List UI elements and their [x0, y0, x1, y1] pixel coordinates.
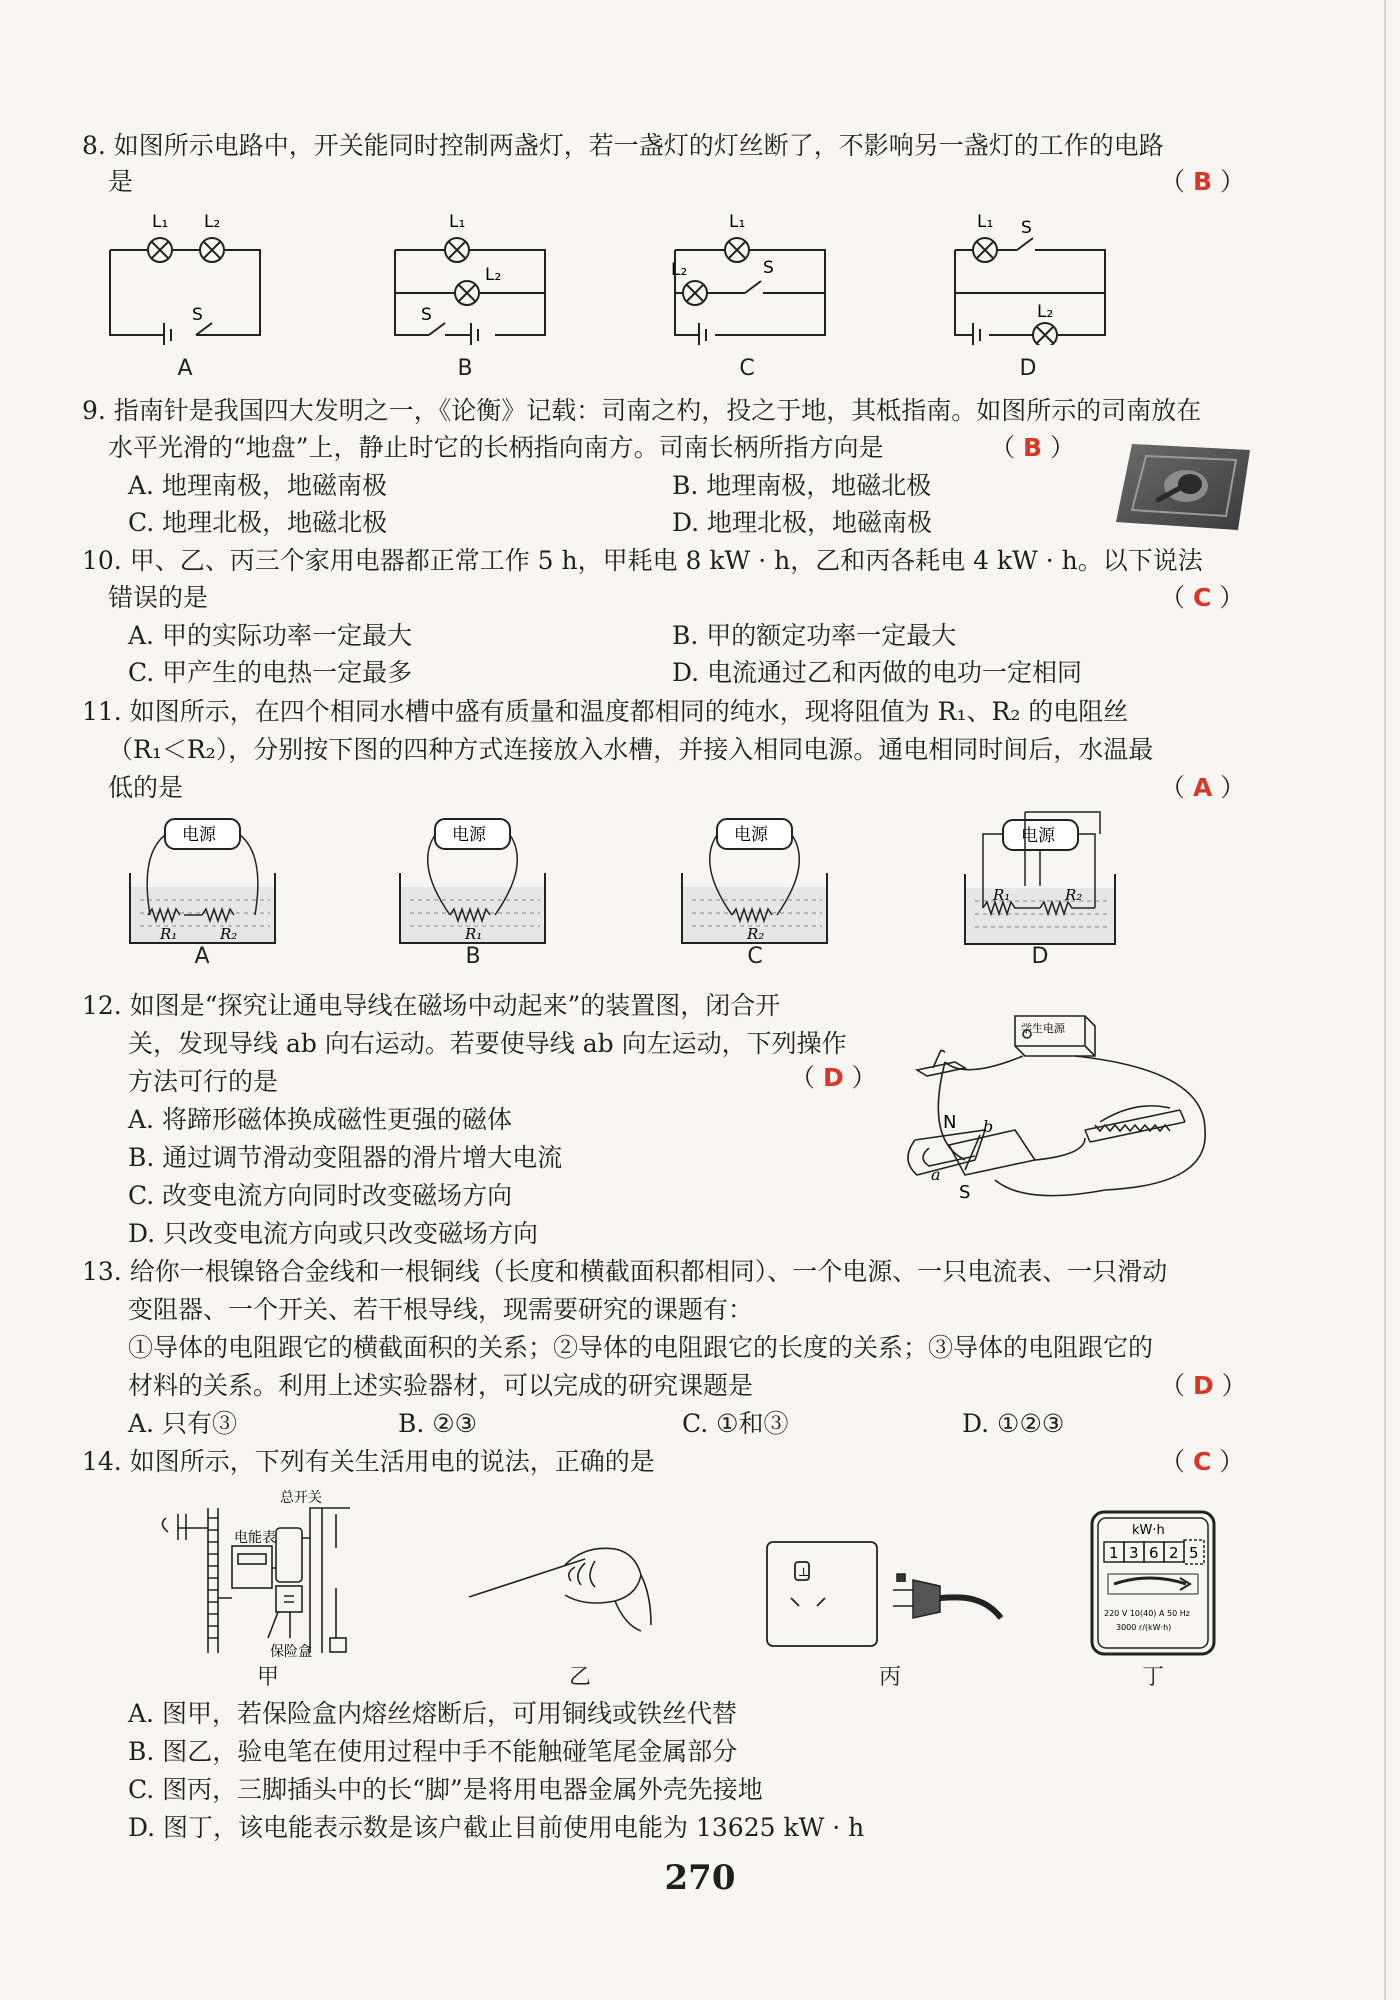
q11-c-r-label: R₂: [747, 925, 765, 943]
q14-option-b: B. 图乙，验电笔在使用过程中手不能触碰笔尾金属部分: [128, 1737, 738, 1766]
q12-option-b: B. 通过调节滑动变阻器的滑片增大电流: [128, 1143, 563, 1172]
q8-line1: 8. 如图所示电路中，开关能同时控制两盏灯，若一盏灯的灯丝断了，不影响另一盏灯的工作的电路: [82, 131, 1164, 160]
page-number: 270: [664, 1858, 736, 1898]
q11-caption-a: A: [194, 944, 210, 969]
meter-unit-label: kW·h: [1132, 1523, 1165, 1538]
q8-caption-b: B: [457, 356, 473, 381]
q12-apparatus-figure: [905, 1010, 1235, 1210]
tank-d-diagram: [955, 808, 1125, 946]
q12-a-label: a: [931, 1165, 941, 1184]
q11-line3: 低的是: [108, 773, 184, 802]
q14-fig-ding: [1090, 1510, 1216, 1656]
q8-caption-a: A: [177, 356, 193, 381]
q8-line2: 是: [108, 167, 134, 196]
q13-line3: ①导体的电阻跟它的横截面积的关系；②导体的电阻跟它的长度的关系；③导体的电阻跟它的: [128, 1333, 1154, 1362]
q14-fig-jia: [160, 1488, 390, 1658]
meter-digit-3: 6: [1149, 1544, 1159, 1562]
electricity-meter-diagram: [1090, 1510, 1216, 1656]
q10-answer-letter: C: [1192, 583, 1212, 612]
q8-fig-a: [100, 205, 270, 345]
q10-option-c: C. 甲产生的电热一定最多: [128, 658, 413, 687]
q8-fig-c: [665, 205, 835, 345]
q14-answer-letter: C: [1192, 1447, 1212, 1476]
q8-a-l1-label: L₁: [152, 212, 169, 232]
q10-option-b: B. 甲的额定功率一定最大: [672, 621, 957, 650]
motor-experiment-diagram: [905, 1010, 1235, 1210]
q12-line1: 12. 如图是“探究让通电导线在磁场中动起来”的装置图，闭合开: [82, 991, 781, 1020]
socket-ground-mark: ⊥: [798, 1565, 810, 1579]
q8-c-l1-label: L₁: [729, 212, 746, 232]
q12-power-label: 学生电源: [1021, 1022, 1065, 1035]
household-wiring-diagram: [160, 1488, 390, 1658]
q13-line1: 13. 给你一根镍铬合金线和一根铜线（长度和横截面积都相同）、一个电源、一只电流表、一只滑动: [82, 1257, 1168, 1286]
q13-line4: 材料的关系。利用上述实验器材，可以完成的研究课题是: [128, 1371, 754, 1400]
q10-option-d: D. 电流通过乙和丙做的电功一定相同: [672, 658, 1083, 687]
circuit-c-diagram: [665, 205, 835, 345]
q14-caption-yi: 乙: [568, 1665, 591, 1690]
q8-fig-d: [945, 205, 1115, 345]
meter-digit-5: 5: [1189, 1544, 1199, 1562]
q11-a-r2-label: R₂: [220, 925, 238, 943]
q13-answer: （ D ）: [1160, 1371, 1247, 1400]
circuit-b-diagram: [385, 205, 555, 345]
q9-line2: 水平光滑的“地盘”上，静止时它的长柄指向南方。司南长柄所指方向是: [108, 433, 884, 462]
q8-b-s-label: S: [421, 305, 432, 325]
q11-line2: （R₁＜R₂），分别按下图的四种方式连接放入水槽，并接入相同电源。通电相同时间后，水温最: [108, 735, 1154, 764]
q8-d-s-label: S: [1021, 218, 1032, 238]
q13-option-a: A. 只有③: [128, 1409, 237, 1438]
q14-answer: （ C ）: [1160, 1447, 1245, 1476]
q11-d-r1-label: R₁: [993, 886, 1011, 904]
q11-caption-d: D: [1031, 944, 1049, 969]
q8-caption-c: C: [739, 356, 755, 381]
meter-digit-4: 2: [1169, 1544, 1179, 1562]
q11-caption-b: B: [465, 944, 481, 969]
q11-d-source-label: 电源: [1021, 826, 1055, 846]
q12-option-d: D. 只改变电流方向或只改变磁场方向: [128, 1219, 539, 1248]
q12-option-a: A. 将蹄形磁体换成磁性更强的磁体: [128, 1105, 512, 1134]
q14-caption-jia: 甲: [256, 1665, 279, 1690]
q10-answer: （ C ）: [1160, 583, 1245, 612]
q11-fig-b: [390, 815, 555, 945]
q12-line2: 关，发现导线 ab 向右运动。若要使导线 ab 向左运动，下列操作: [128, 1029, 847, 1058]
q11-d-r2-label: R₂: [1065, 886, 1083, 904]
circuit-d-diagram: [945, 205, 1115, 345]
q12-line3: 方法可行的是: [128, 1067, 279, 1096]
q14-fig-bing: [765, 1540, 1005, 1650]
tank-c-diagram: [672, 815, 837, 945]
q12-n-label: N: [943, 1112, 957, 1133]
q10-line2: 错误的是: [108, 583, 209, 612]
q14-caption-ding: 丁: [1141, 1665, 1164, 1690]
tank-a-diagram: [120, 815, 285, 945]
q8-fig-b: [385, 205, 555, 345]
q12-answer: （ D ）: [790, 1063, 877, 1092]
q13-option-b: B. ②③: [398, 1409, 478, 1438]
q14-caption-bing: 丙: [878, 1665, 901, 1690]
q8-c-l2-label: L₂: [671, 260, 688, 280]
q13-line2: 变阻器、一个开关、若干根导线，现需要研究的课题有：: [128, 1295, 754, 1324]
q12-b-label: b: [983, 1117, 994, 1136]
sinan-image: [1110, 438, 1260, 536]
q11-answer: （ A ）: [1160, 773, 1246, 802]
q14-option-d: D. 图丁，该电能表示数是该户截止目前使用电能为 13625 kW · h: [128, 1813, 865, 1842]
q8-caption-d: D: [1019, 356, 1037, 381]
q11-a-source-label: 电源: [182, 825, 216, 845]
three-pin-socket-diagram: [765, 1540, 1005, 1650]
q11-fig-c: [672, 815, 837, 945]
q11-b-r-label: R₁: [465, 925, 483, 943]
q11-c-source-label: 电源: [734, 825, 768, 845]
q9-option-a: A. 地理南极，地磁南极: [128, 471, 387, 500]
q8-b-l2-label: L₂: [485, 265, 502, 285]
q13-answer-letter: D: [1192, 1371, 1214, 1400]
q8-c-s-label: S: [763, 258, 774, 278]
q9-option-b: B. 地理南极，地磁北极: [672, 471, 932, 500]
circuit-a-diagram: [100, 205, 270, 345]
q11-b-source-label: 电源: [452, 825, 486, 845]
page-edge: [1384, 0, 1386, 2000]
q13-option-c: C. ①和③: [682, 1409, 789, 1438]
q11-fig-d: [955, 808, 1125, 946]
q9-line1: 9. 指南针是我国四大发明之一，《论衡》记载：司南之杓，投之于地，其柢指南。如图所示的司南放在: [82, 396, 1202, 425]
q14-option-a: A. 图甲，若保险盒内熔丝熔断后，可用铜线或铁丝代替: [128, 1699, 737, 1728]
q9-answer-letter: B: [1022, 433, 1043, 462]
tank-b-diagram: [390, 815, 555, 945]
q8-a-l2-label: L₂: [204, 212, 221, 232]
q14-line1: 14. 如图所示，下列有关生活用电的说法，正确的是: [82, 1447, 655, 1476]
meter-spec-line2: 3000 r/(kW·h): [1116, 1623, 1172, 1632]
q8-d-l2-label: L₂: [1037, 302, 1054, 322]
q8-answer-letter: B: [1192, 167, 1213, 196]
q11-fig-a: [120, 815, 285, 945]
test-pen-hand-diagram: [465, 1525, 655, 1635]
q9-answer: （ B ）: [990, 433, 1075, 462]
q12-option-c: C. 改变电流方向同时改变磁场方向: [128, 1181, 513, 1210]
meter-spec-line1: 220 V 10(40) A 50 Hz: [1104, 1609, 1190, 1618]
meter-digit-2: 3: [1129, 1544, 1139, 1562]
q11-answer-letter: A: [1192, 773, 1213, 802]
q14-main-switch-label: 总开关: [280, 1490, 322, 1506]
q11-line1: 11. 如图所示，在四个相同水槽中盛有质量和温度都相同的纯水，现将阻值为 R₁、R₂ 的电阻丝: [82, 697, 1129, 726]
q14-option-c: C. 图丙，三脚插头中的长“脚”是将用电器金属外壳先接地: [128, 1775, 763, 1804]
q14-fig-yi: [465, 1525, 655, 1635]
q9-option-c: C. 地理北极，地磁北极: [128, 508, 388, 537]
q8-answer: （ B ）: [1160, 167, 1245, 196]
q11-caption-c: C: [747, 944, 763, 969]
q14-meter-label: 电能表: [234, 1530, 276, 1546]
q10-line1: 10. 甲、乙、丙三个家用电器都正常工作 5 h，甲耗电 8 kW · h，乙和丙各耗电 4 kW · h。以下说法: [82, 546, 1203, 575]
q8-b-l1-label: L₁: [449, 212, 466, 232]
q8-d-l1-label: L₁: [977, 212, 994, 232]
sinan-compass-photo: [1110, 438, 1260, 536]
meter-digit-1: 1: [1109, 1544, 1119, 1562]
q12-s-label: S: [959, 1182, 971, 1203]
q14-fuse-box-label: 保险盒: [270, 1644, 312, 1658]
q9-option-d: D. 地理北极，地磁南极: [672, 508, 933, 537]
q12-answer-letter: D: [822, 1063, 844, 1092]
q13-option-d: D. ①②③: [962, 1409, 1065, 1438]
q8-a-s-label: S: [192, 305, 203, 325]
q10-option-a: A. 甲的实际功率一定最大: [128, 621, 412, 650]
q11-a-r1-label: R₁: [160, 925, 178, 943]
